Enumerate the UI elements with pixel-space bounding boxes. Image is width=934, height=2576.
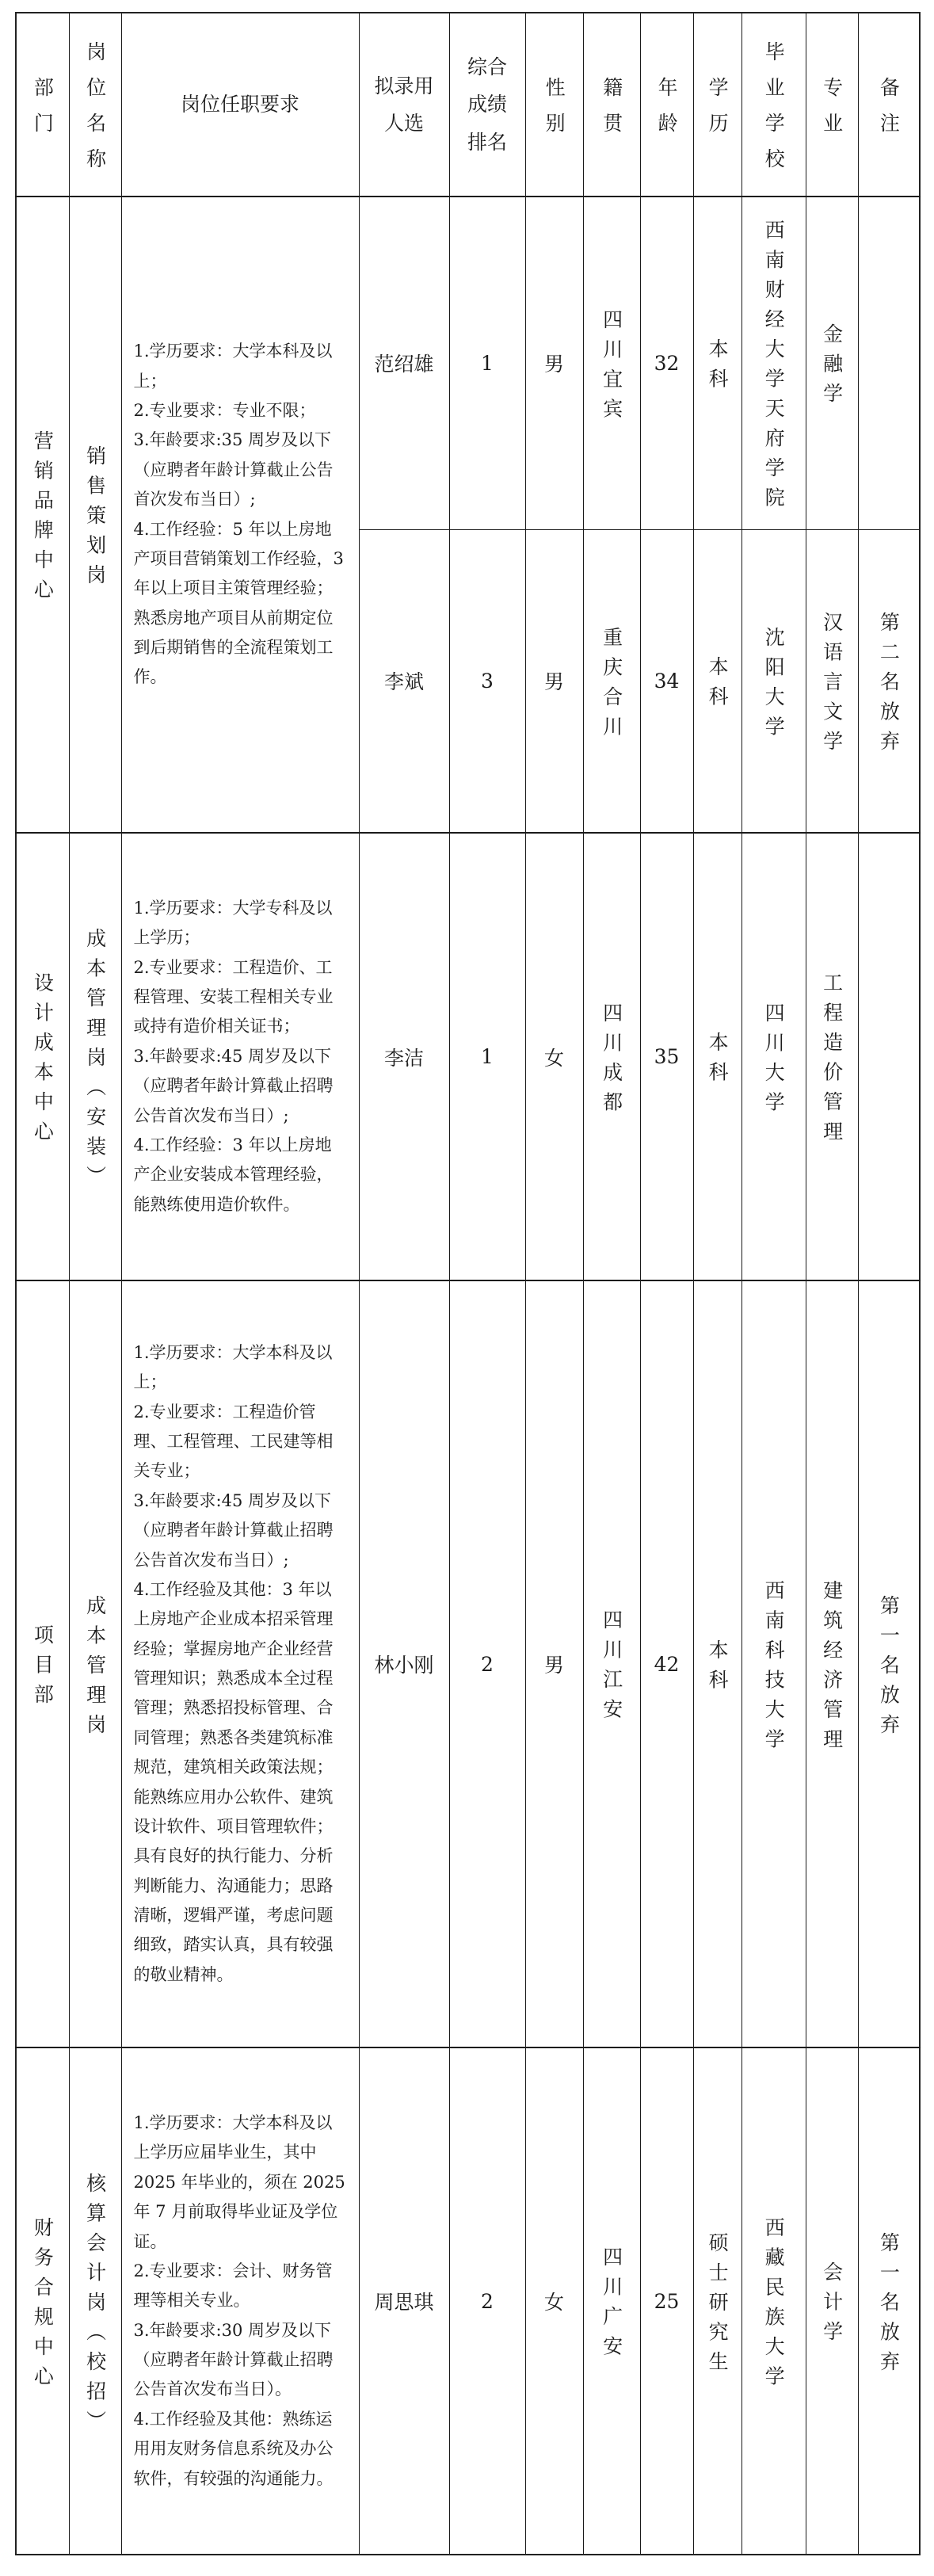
- col-header-candidate-label: 拟录用人选: [374, 74, 434, 135]
- cell-remark: 第一名放弃: [858, 1280, 920, 2047]
- cell-education: 硕士研究生: [693, 2047, 741, 2555]
- cell-age: 32: [640, 197, 693, 529]
- table-row: [16, 1280, 920, 2047]
- cell-department: 设计成本中心: [16, 833, 69, 1280]
- col-header-school-label: 毕业学校: [762, 41, 786, 184]
- cell-remark: 第一名放弃: [858, 2047, 920, 2555]
- col-header-age-label: 年龄: [655, 77, 679, 148]
- cell-gender: 男: [525, 197, 583, 529]
- cell-gender: 男: [525, 529, 583, 833]
- cell-age: 34: [640, 529, 693, 833]
- col-header-rank: [449, 13, 525, 197]
- cell-rank: 2: [449, 1280, 525, 2047]
- cell-candidate-name: 李斌: [359, 529, 449, 833]
- col-header-major-label: 专业: [820, 77, 844, 148]
- cell-remark: 第二名放弃: [858, 529, 920, 833]
- cell-position: 销售策划岗: [69, 197, 121, 833]
- cell-education: 本科: [693, 833, 741, 1280]
- cell-gender: 女: [525, 2047, 583, 2555]
- cell-requirements: 1.学历要求：大学专科及以上学历； 2.专业要求：工程造价、工程管理、安装工程相关专业或持有造价相关证书； 3.年龄要求:45 周岁及以下（应聘者年龄计算截止招聘公告首次发布当日）; 4.工作经验：3 年以上房地产企业安装成本管理经验，能熟练使用造价软件。: [121, 833, 359, 1280]
- cell-major: 会计学: [806, 2047, 858, 2555]
- cell-school: 西南财经大学天府学院: [741, 197, 806, 529]
- cell-candidate-name: 李洁: [359, 833, 449, 1280]
- col-header-gender-label: 性别: [543, 77, 566, 148]
- cell-school: 四川大学: [741, 833, 806, 1280]
- table-row: [16, 2047, 920, 2555]
- cell-requirements: 1.学历要求：大学本科及以上； 2.专业要求：专业不限； 3.年龄要求:35 周岁及以下（应聘者年龄计算截止公告首次发布当日）; 4.工作经验：5 年以上房地产项目营销策划工作经验，3 年以上项目主策管理经验；熟悉房地产项目从前期定位到后期销售的全流程策划工作。: [121, 197, 359, 833]
- cell-gender: 女: [525, 833, 583, 1280]
- cell-rank: 3: [449, 529, 525, 833]
- cell-candidate-name: 范绍雄: [359, 197, 449, 529]
- cell-major: 建筑经济管理: [806, 1280, 858, 2047]
- cell-school: 沈阳大学: [741, 529, 806, 833]
- cell-position: 成本管理岗（安装）: [69, 833, 121, 1280]
- cell-major: 工程造价管理: [806, 833, 858, 1280]
- recruitment-result-table: [15, 12, 921, 2555]
- col-header-position-label: 岗位名称: [83, 41, 107, 184]
- cell-candidate-name: 林小刚: [359, 1280, 449, 2047]
- cell-requirements: 1.学历要求：大学本科及以上学历应届毕业生，其中 2025 年毕业的，须在 2025 年 7 月前取得毕业证及学位证。 2.专业要求：会计、财务管理等相关专业。 3.年龄要求:30 周岁及以下（应聘者年龄计算截止招聘公告首次发布当日）。 4.工作经验及其他：熟练运用用友财务信息系统及办公软件，有较强的沟通能力。: [121, 2047, 359, 2555]
- cell-age: 25: [640, 2047, 693, 2555]
- cell-department: 项目部: [16, 1280, 69, 2047]
- cell-position: 核算会计岗（校招）: [69, 2047, 121, 2555]
- cell-requirements: 1.学历要求：大学本科及以上； 2.专业要求：工程造价管理、工程管理、工民建等相关专业； 3.年龄要求:45 周岁及以下（应聘者年龄计算截止招聘公告首次发布当日）; 4.工作经验及其他：3 年以上房地产企业成本招采管理经验；掌握房地产企业经营管理知识；熟悉成本全过程管理；熟悉招投标管理、合同管理；熟悉各类建筑标准规范，建筑相关政策法规；能熟练应用办公软件、建筑设计软件、项目管理软件；具有良好的执行能力、分析判断能力、沟通能力；思路清晰，逻辑严谨，考虑问题细致，踏实认真，具有较强的敬业精神。: [121, 1280, 359, 2047]
- cell-remark: [858, 833, 920, 1280]
- cell-native-place: 四川宜宾: [583, 197, 640, 529]
- col-header-education-label: 学历: [706, 77, 730, 148]
- cell-age: 42: [640, 1280, 693, 2047]
- col-header-major: [806, 13, 858, 197]
- cell-education: 本科: [693, 1280, 741, 2047]
- col-header-department-label: 部门: [31, 77, 55, 148]
- cell-department: 财务合规中心: [16, 2047, 69, 2555]
- cell-major: 金融学: [806, 197, 858, 529]
- cell-native-place: 四川成都: [583, 833, 640, 1280]
- cell-age: 35: [640, 833, 693, 1280]
- cell-rank: 1: [449, 197, 525, 529]
- col-header-department: [16, 13, 69, 197]
- cell-major: 汉语言文学: [806, 529, 858, 833]
- cell-school: 西南科技大学: [741, 1280, 806, 2047]
- col-header-age: [640, 13, 693, 197]
- col-header-school: [741, 13, 806, 197]
- document-page: [0, 12, 934, 2576]
- col-header-native-place: [583, 13, 640, 197]
- cell-education: 本科: [693, 197, 741, 529]
- table-row: [16, 197, 920, 529]
- col-header-gender: [525, 13, 583, 197]
- cell-candidate-name: 周思琪: [359, 2047, 449, 2555]
- col-header-position: [69, 13, 121, 197]
- col-header-remark: [858, 13, 920, 197]
- cell-rank: 1: [449, 833, 525, 1280]
- cell-education: 本科: [693, 529, 741, 833]
- cell-gender: 男: [525, 1280, 583, 2047]
- cell-native-place: 四川广安: [583, 2047, 640, 2555]
- col-header-education: [693, 13, 741, 197]
- cell-native-place: 重庆合川: [583, 529, 640, 833]
- cell-rank: 2: [449, 2047, 525, 2555]
- table-row: [16, 833, 920, 1280]
- cell-native-place: 四川江安: [583, 1280, 640, 2047]
- col-header-candidate: [359, 13, 449, 197]
- col-header-native-place-label: 籍贯: [600, 77, 623, 148]
- cell-school: 西藏民族大学: [741, 2047, 806, 2555]
- cell-position: 成本管理岗: [69, 1280, 121, 2047]
- col-header-rank-label: 综合成绩排名: [467, 55, 507, 154]
- col-header-remark-label: 备注: [877, 77, 901, 148]
- col-header-requirements: [121, 13, 359, 197]
- cell-department: 营销品牌中心: [16, 197, 69, 833]
- cell-remark: [858, 197, 920, 529]
- col-header-requirements-label: 岗位任职要求: [180, 93, 299, 116]
- header-row: [16, 13, 920, 197]
